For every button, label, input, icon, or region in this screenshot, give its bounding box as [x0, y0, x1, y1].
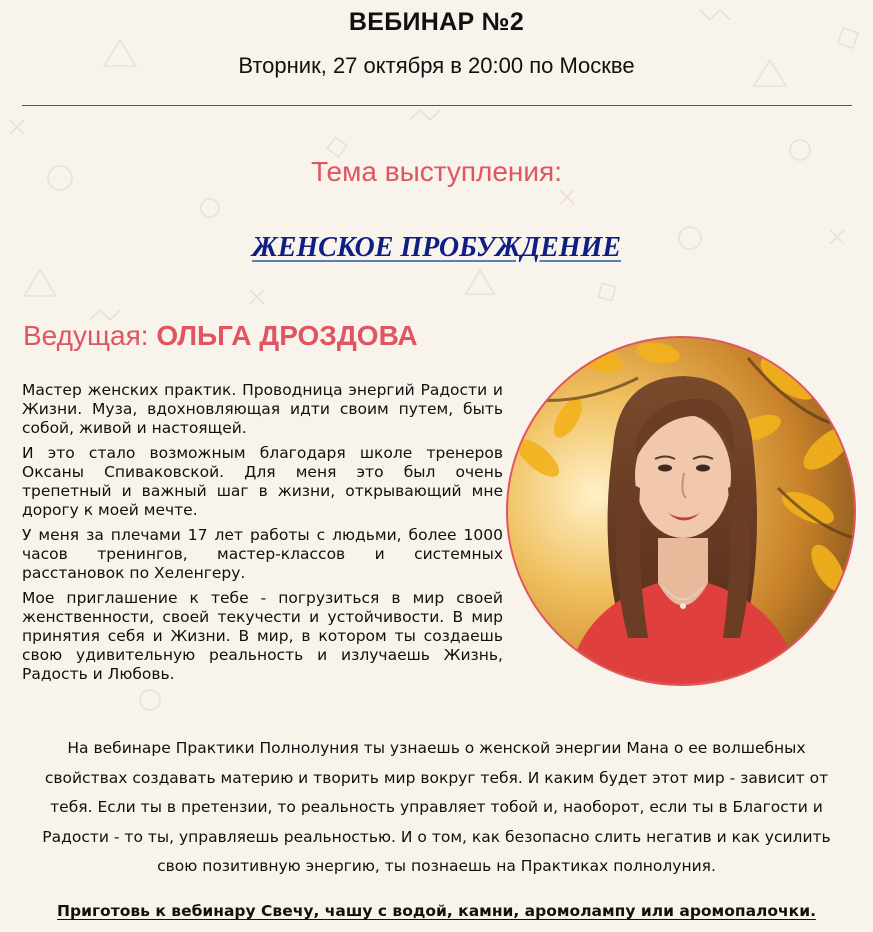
bio-paragraph: Мастер женских практик. Проводница энергий Радости и Жизни. Муза, вдохновляющая идти своим путем, быть собой, живой и настоящей.	[22, 381, 503, 437]
host-bio	[22, 381, 503, 690]
host-portrait-icon	[508, 338, 854, 684]
webinar-description	[30, 734, 843, 882]
topic-label: Тема выступления:	[311, 156, 562, 187]
bio-paragraph: И это стало возможным благодаря школе тренеров Оксаны Спиваковской. Для меня это был очень трепетный и важный шаг в жизни, открывающий мне дорогу к моей мечте.	[22, 444, 503, 519]
topic-title[interactable]	[0, 232, 873, 264]
bio-paragraph: У меня за плечами 17 лет работы с людьми, более 1000 часов тренингов, мастер-классов и системных расстановок по Хеленгеру.	[22, 526, 503, 582]
host-name: ОЛЬГА ДРОЗДОВА	[156, 320, 418, 351]
description-text: На вебинаре Практики Полнолуния ты узнаешь о женской энергии Мана о ее волшебных свойствах создавать материю и творить мир вокруг тебя. И каким будет этот мир - зависит от тебя. Если ты в претензии, то реальность управляет тобой и, наоборот, если ты в Благости и Радости - то ты, управляешь реальностью. И о том, как безопасно слить негатив и как усилить свою позитивную энергию, ты познаешь на Практиках полнолуния.	[42, 739, 831, 875]
bio-paragraph: Мое приглашение к тебе - погрузиться в мир своей женственности, своей текучести и устойчивости. В мир принятия себя и Жизни. В мир, в котором ты создаешь свою удивительную реальность и излучаешь Жизнь, Радость и Любовь.	[22, 589, 503, 683]
host-label: Ведущая:	[23, 320, 149, 351]
header-divider	[22, 105, 852, 106]
webinar-date: Вторник, 27 октября в 20:00 по Москве	[238, 53, 635, 78]
host-heading	[23, 320, 418, 352]
prepare-note	[0, 902, 873, 920]
webinar-title: ВЕБИНАР №2	[348, 8, 525, 36]
host-portrait	[506, 336, 856, 686]
prepare-text: Приготовь к вебинару Свечу, чашу с водой, камни, аромолампу или аромопалочки.	[57, 902, 816, 920]
topic-title-link[interactable]: ЖЕНСКОЕ ПРОБУЖДЕНИЕ	[251, 232, 622, 263]
